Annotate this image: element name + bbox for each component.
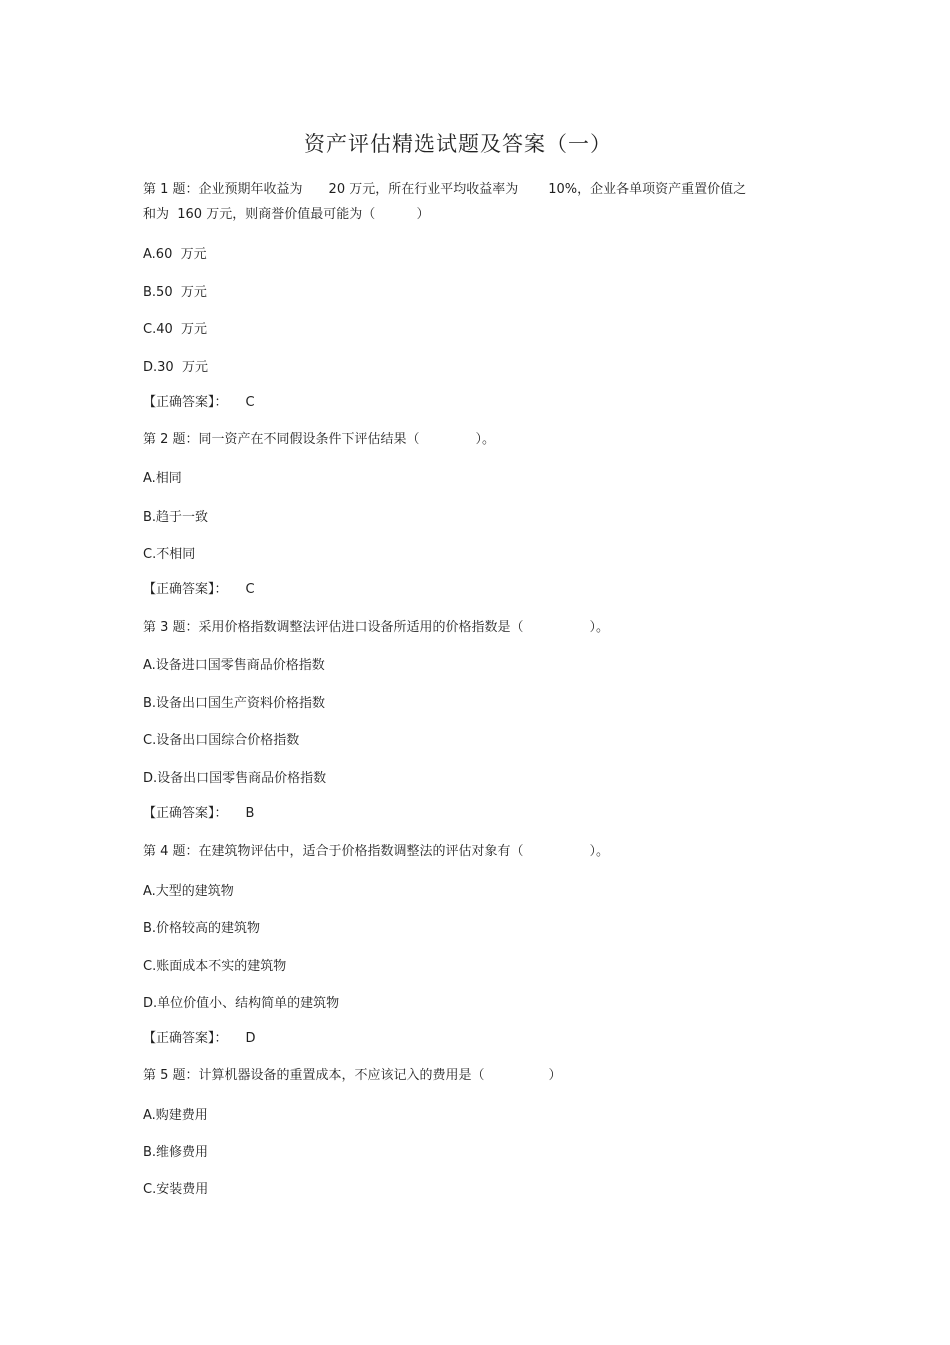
question-2-stem (143, 431, 495, 449)
question-1-option-c: C.40 万元 (143, 322, 208, 337)
question-2-stem-part-b: ）。 (475, 432, 496, 447)
question-3-option-b: B.设备出口国生产资料价格指数 (143, 696, 326, 711)
question-1-stem-part-c: 10%，企业各单项资产重置价值之 (548, 182, 747, 197)
answer-label: 【正确答案】： (143, 806, 228, 821)
document-title: 资产评估精选试题及答案（一） (304, 132, 612, 156)
question-3-stem (143, 619, 609, 637)
question-2-option-a: A.相同 (143, 471, 182, 486)
question-3-option-d: D.设备出口国零售商品价格指数 (143, 771, 327, 786)
question-3-stem-part-b: ）。 (589, 620, 610, 635)
question-4-option-a: A.大型的建筑物 (143, 884, 234, 899)
question-4-option-d: D.单位价值小、结构简单的建筑物 (143, 996, 340, 1011)
question-1-stem-part-b: 20 万元，所在行业平均收益率为 (328, 182, 519, 197)
question-5-stem-part-b: ） (548, 1068, 562, 1083)
answer-label: 【正确答案】： (143, 1031, 228, 1046)
question-1-stem-line-1 (143, 181, 746, 199)
question-1-answer (143, 394, 255, 412)
answer-label: 【正确答案】： (143, 395, 228, 410)
question-4-option-c: C.账面成本不实的建筑物 (143, 959, 287, 974)
question-3-option-c: C.设备出口国综合价格指数 (143, 733, 300, 748)
answer-value: C (245, 395, 255, 410)
question-5-stem-part-a: 第 5 题：计算机器设备的重置成本，不应该记入的费用是（ (143, 1068, 485, 1083)
question-3-option-a: A.设备进口国零售商品价格指数 (143, 658, 325, 673)
question-3-answer (143, 805, 254, 823)
question-1-option-a: A.60 万元 (143, 247, 207, 262)
question-5-option-b: B.维修费用 (143, 1145, 209, 1160)
question-4-stem (143, 843, 609, 861)
question-1-option-d: D.30 万元 (143, 360, 208, 375)
question-2-option-c: C.不相同 (143, 547, 196, 562)
question-4-stem-part-a: 第 4 题：在建筑物评估中，适合于价格指数调整法的评估对象有（ (143, 844, 524, 859)
question-3-stem-part-a: 第 3 题：采用价格指数调整法评估进口设备所适用的价格指数是（ (143, 620, 524, 635)
answer-value: C (245, 582, 255, 597)
answer-label: 【正确答案】： (143, 582, 228, 597)
question-5-option-a: A.购建费用 (143, 1108, 208, 1123)
question-2-stem-part-a: 第 2 题：同一资产在不同假设条件下评估结果（ (143, 432, 420, 447)
question-2-option-b: B.趋于一致 (143, 510, 209, 525)
question-1-stem-part-a: 第 1 题：企业预期年收益为 (143, 182, 303, 197)
question-2-answer (143, 581, 255, 599)
answer-value: B (245, 806, 255, 821)
question-4-stem-part-b: ）。 (589, 844, 610, 859)
question-1-option-b: B.50 万元 (143, 285, 207, 300)
question-4-option-b: B.价格较高的建筑物 (143, 921, 261, 936)
question-4-answer (143, 1030, 256, 1048)
question-5-stem (143, 1067, 562, 1085)
question-1-stem-line-2: 和为 160 万元，则商誉价值最可能为（ ） (143, 207, 430, 222)
answer-value: D (245, 1031, 256, 1046)
question-5-option-c: C.安装费用 (143, 1182, 209, 1197)
